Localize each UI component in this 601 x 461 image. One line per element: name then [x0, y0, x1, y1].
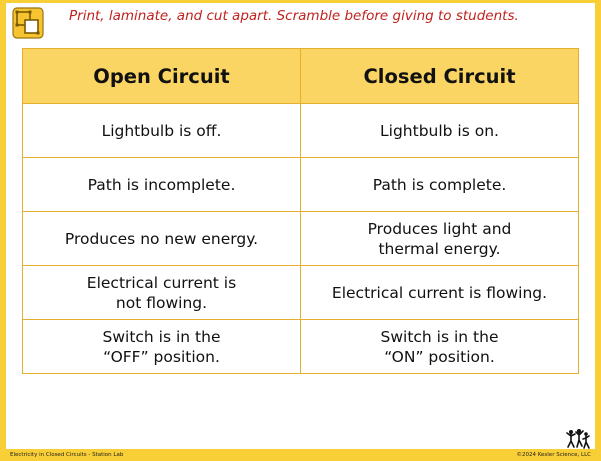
header-closed-circuit: Closed Circuit: [301, 49, 579, 104]
footer-lesson-title: Electricity in Closed Circuits - Station Lab: [10, 452, 124, 458]
card-cell: [301, 212, 579, 266]
card-text: Lightbulb is on.: [380, 121, 499, 140]
cut-apart-icon: [12, 7, 44, 39]
card-cell: [301, 158, 579, 212]
card-text: Switch is in the “ON” position.: [380, 327, 499, 366]
header-open-circuit: Open Circuit: [23, 49, 301, 104]
card-cell: [301, 104, 579, 158]
table-row: [23, 212, 579, 266]
table-row: [23, 320, 579, 374]
card-text: Electrical current is not flowing.: [86, 273, 237, 312]
table-row: [23, 158, 579, 212]
card-text: Produces no new energy.: [64, 229, 259, 248]
card-cell: [23, 158, 301, 212]
instruction-text: Print, laminate, and cut apart. Scramble before giving to students.: [69, 8, 519, 24]
footer-copyright: ©2024 Kesler Science, LLC: [516, 452, 591, 458]
card-cell: [23, 212, 301, 266]
card-text: Produces light and thermal energy.: [367, 219, 512, 258]
card-cell: [301, 320, 579, 374]
card-text: Switch is in the “OFF” position.: [102, 327, 221, 366]
sorting-table: [22, 48, 579, 374]
kesler-science-logo: [565, 428, 591, 450]
table-row: [23, 104, 579, 158]
card-text: Path is complete.: [372, 175, 507, 194]
card-cell: [301, 266, 579, 320]
card-text: Electrical current is flowing.: [331, 283, 548, 302]
header-row: [23, 49, 579, 104]
card-cell: [23, 104, 301, 158]
card-cell: [23, 320, 301, 374]
card-text: Path is incomplete.: [87, 175, 236, 194]
card-cell: [23, 266, 301, 320]
table-row: [23, 266, 579, 320]
card-text: Lightbulb is off.: [101, 121, 222, 140]
